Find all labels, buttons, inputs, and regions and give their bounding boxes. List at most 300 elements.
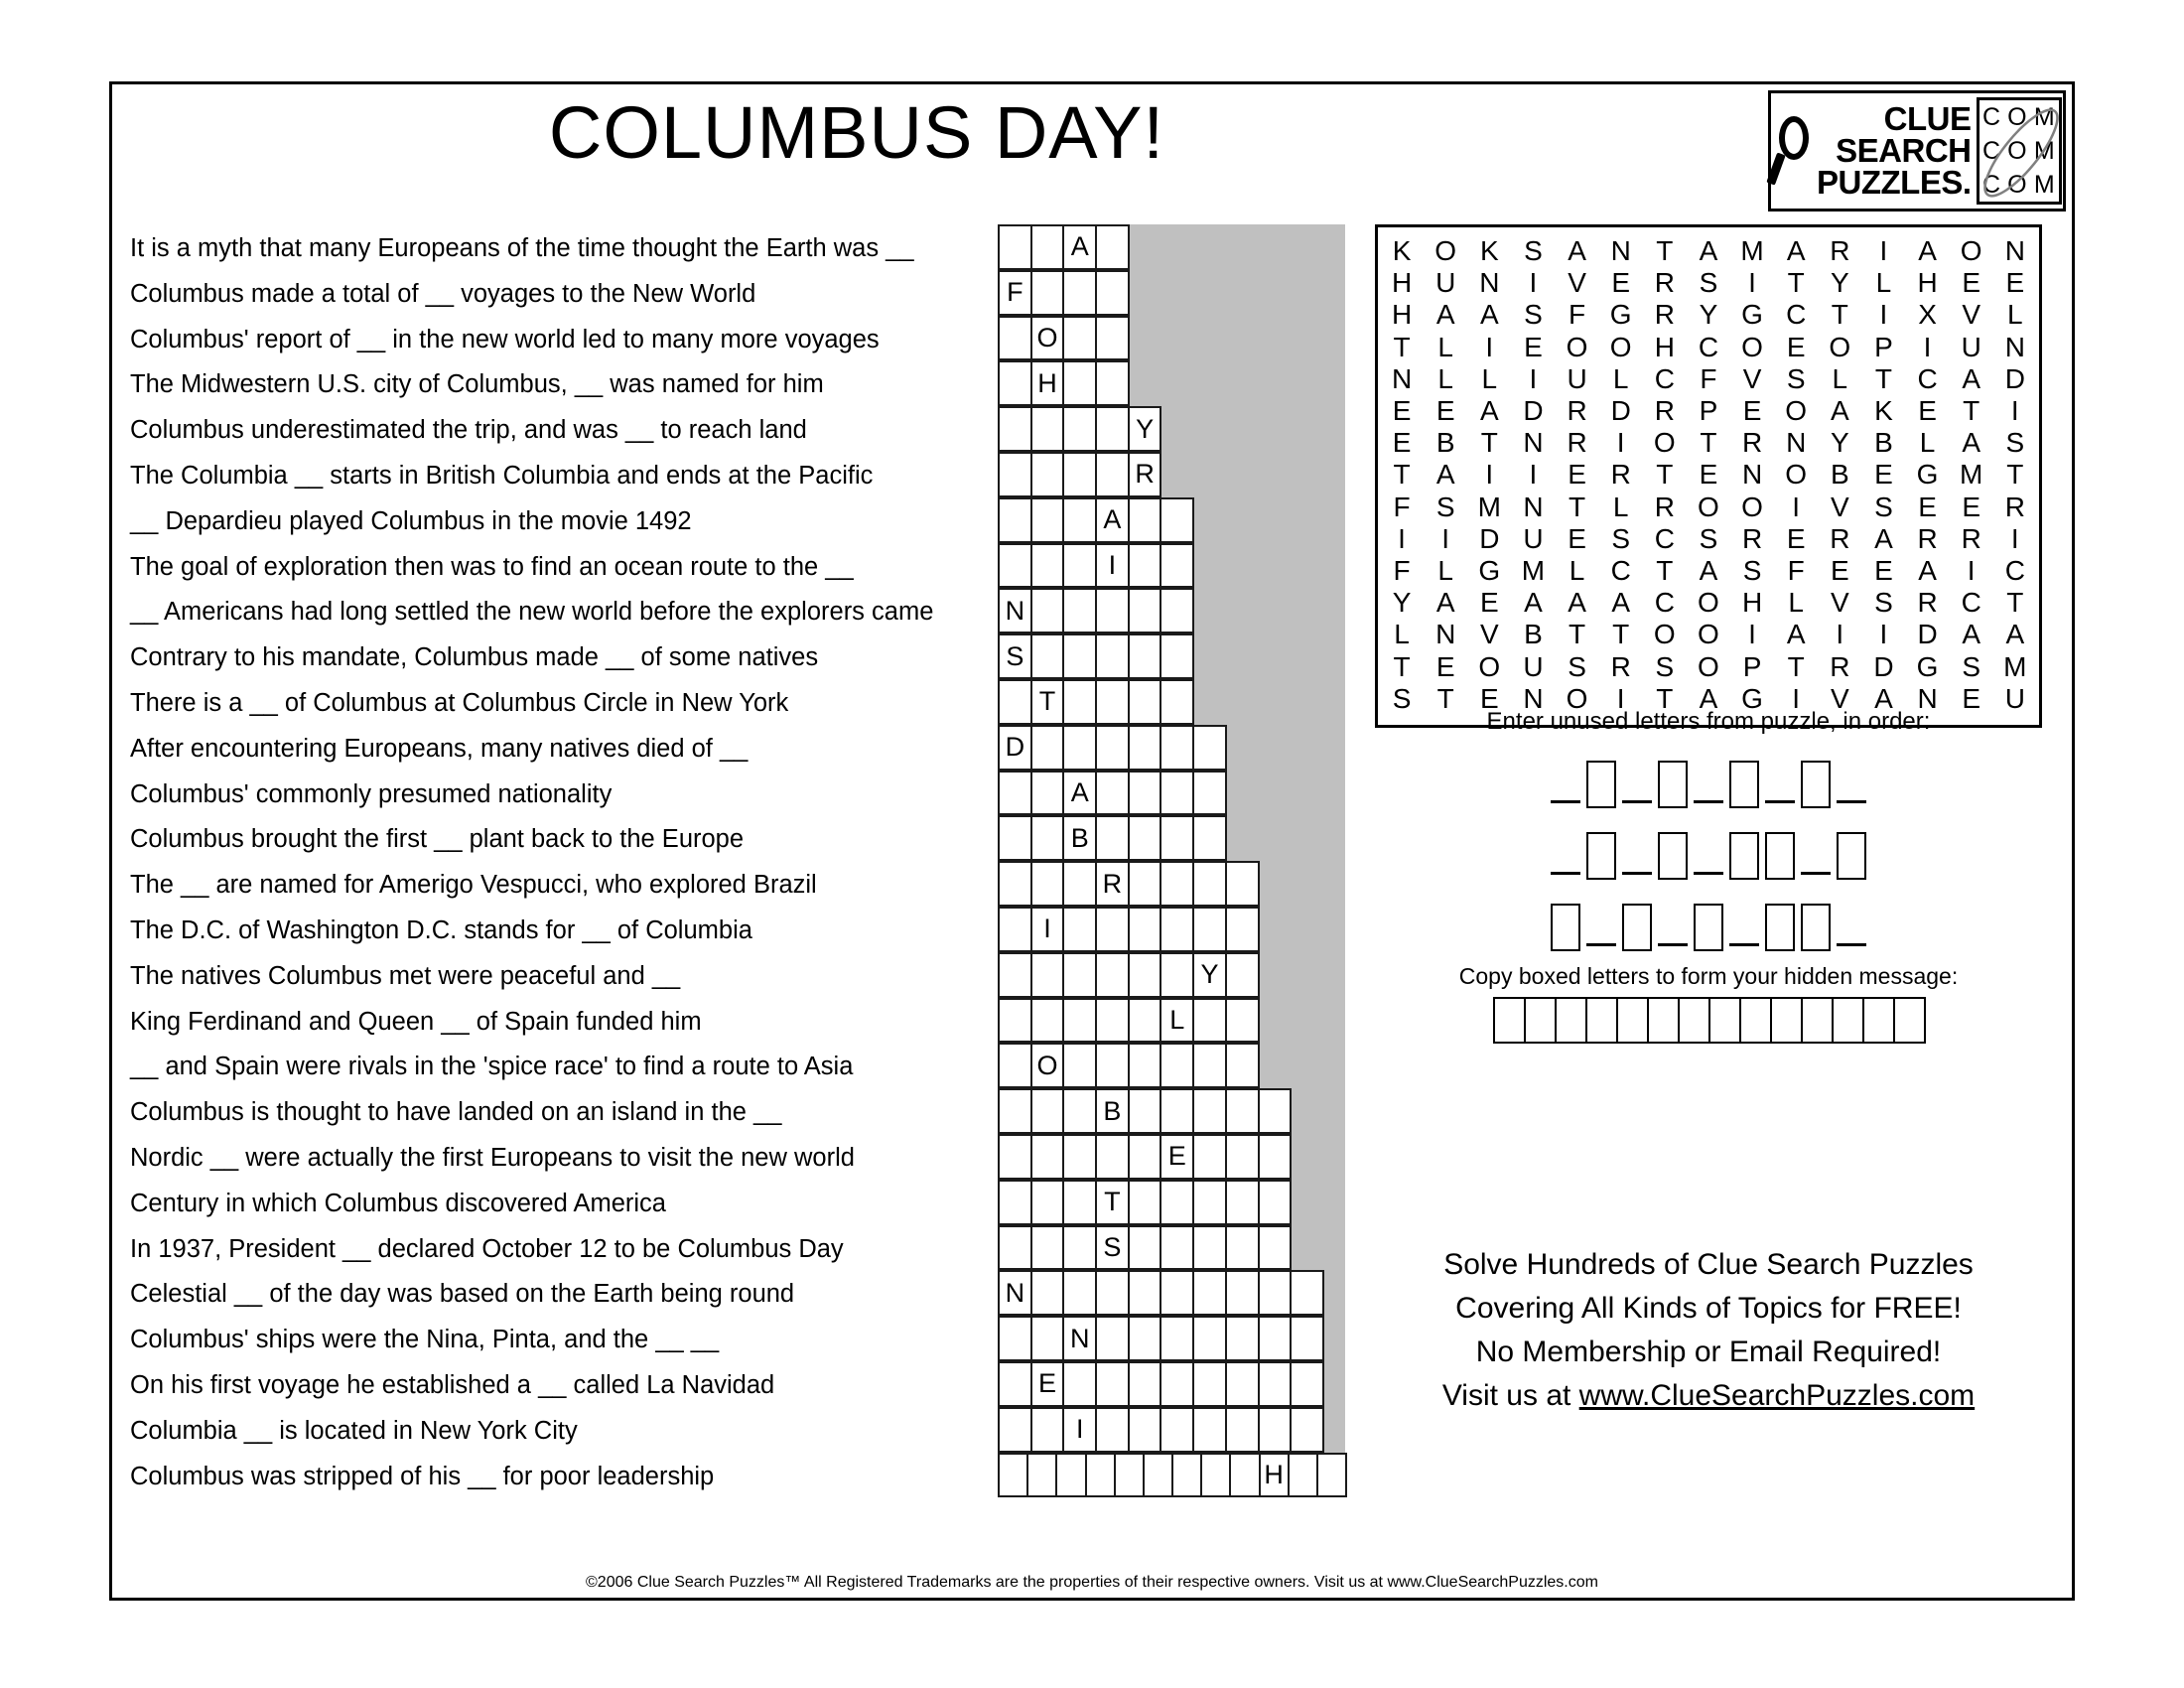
answer-cell[interactable]	[1258, 1270, 1293, 1316]
answer-cell[interactable]	[998, 224, 1032, 270]
answer-cell[interactable]	[1225, 1134, 1260, 1180]
word-search-letter[interactable]: Y	[1392, 587, 1412, 619]
answer-cell[interactable]	[998, 316, 1032, 361]
answer-cell[interactable]	[1160, 1270, 1194, 1316]
answer-cell[interactable]	[1225, 1407, 1260, 1453]
answer-cell[interactable]	[1192, 907, 1227, 952]
answer-cell[interactable]	[1095, 952, 1130, 998]
answer-cell[interactable]	[1030, 861, 1065, 907]
word-search-letter[interactable]: A	[1699, 235, 1718, 266]
unused-letter-dash[interactable]	[1622, 800, 1652, 803]
answer-cell[interactable]	[1192, 1180, 1227, 1225]
word-search-letter[interactable]: R	[1830, 522, 1850, 554]
word-search-letter[interactable]: A	[1524, 587, 1543, 619]
answer-cell[interactable]	[998, 406, 1032, 452]
answer-cell[interactable]	[1030, 1180, 1065, 1225]
word-search-letter[interactable]: R	[1917, 587, 1938, 619]
unused-letter-box[interactable]	[1837, 832, 1866, 880]
word-search-letter[interactable]: A	[1699, 555, 1718, 587]
answer-cell[interactable]	[1062, 1088, 1097, 1134]
word-search-letter[interactable]: S	[1568, 650, 1586, 682]
word-search-letter[interactable]: E	[1611, 267, 1631, 299]
answer-cell[interactable]	[998, 1043, 1032, 1088]
word-search-letter[interactable]: I	[1529, 267, 1538, 299]
word-search-letter[interactable]: O	[1566, 682, 1588, 714]
word-search-letter[interactable]: T	[1700, 427, 1717, 459]
word-search-letter[interactable]: L	[1875, 267, 1892, 299]
answer-cell[interactable]	[998, 815, 1032, 861]
answer-cell[interactable]	[1160, 1043, 1194, 1088]
answer-cell[interactable]	[1192, 1043, 1227, 1088]
word-search-letter[interactable]: E	[1874, 459, 1893, 491]
answer-cell-filled[interactable]: H	[1030, 360, 1065, 406]
answer-cell[interactable]	[1143, 1453, 1173, 1498]
hidden-message-box[interactable]	[1893, 997, 1926, 1044]
word-search-letter[interactable]: C	[1654, 522, 1675, 554]
answer-cell[interactable]	[1062, 1134, 1097, 1180]
word-search-letter[interactable]: E	[1699, 459, 1718, 491]
word-search-letter[interactable]: E	[1524, 331, 1543, 362]
answer-cell[interactable]	[1062, 1180, 1097, 1225]
answer-cell-filled[interactable]: O	[1030, 1043, 1065, 1088]
word-search-letter[interactable]: E	[1392, 427, 1412, 459]
answer-cell[interactable]	[1160, 1361, 1194, 1407]
word-search-letter[interactable]: R	[1741, 427, 1763, 459]
word-search-letter[interactable]: O	[1829, 331, 1851, 362]
answer-cell[interactable]	[998, 1453, 1028, 1498]
word-search-letter[interactable]: A	[1479, 395, 1499, 427]
word-search-letter[interactable]: E	[1962, 682, 1981, 714]
word-search-letter[interactable]: A	[1611, 587, 1631, 619]
word-search-letter[interactable]: L	[2007, 299, 2023, 331]
answer-cell[interactable]	[1192, 1225, 1227, 1271]
word-search-letter[interactable]: A	[1830, 395, 1849, 427]
answer-cell[interactable]	[1258, 1180, 1293, 1225]
hidden-message-box[interactable]	[1862, 997, 1895, 1044]
word-search-letter[interactable]: R	[1654, 491, 1675, 522]
word-search-letter[interactable]: O	[1741, 331, 1763, 362]
answer-cell[interactable]	[1128, 771, 1162, 816]
answer-cell[interactable]	[1030, 1270, 1065, 1316]
word-search-letter[interactable]: L	[1612, 362, 1629, 394]
answer-cell-filled[interactable]: O	[1030, 316, 1065, 361]
word-search-letter[interactable]: L	[1394, 619, 1410, 650]
answer-cell[interactable]	[998, 1088, 1032, 1134]
answer-cell[interactable]	[1316, 1453, 1347, 1498]
unused-letter-box[interactable]	[1586, 832, 1616, 880]
hidden-message-box[interactable]	[1739, 997, 1772, 1044]
word-search-letter[interactable]: V	[1830, 682, 1849, 714]
word-search-letter[interactable]: D	[1873, 650, 1894, 682]
word-search-letter[interactable]: O	[1785, 459, 1808, 491]
answer-cell[interactable]	[1171, 1453, 1202, 1498]
word-search-letter[interactable]: E	[1962, 491, 1981, 522]
answer-cell[interactable]	[1128, 1225, 1162, 1271]
answer-cell[interactable]	[1128, 1088, 1162, 1134]
word-search-grid[interactable]	[1375, 224, 2042, 728]
word-search-letter[interactable]: I	[1398, 522, 1406, 554]
answer-cell[interactable]	[1128, 1043, 1162, 1088]
unused-letter-box[interactable]	[1622, 904, 1652, 951]
answer-cell[interactable]	[1114, 1453, 1145, 1498]
unused-letter-box[interactable]	[1658, 832, 1688, 880]
word-search-letter[interactable]: A	[1568, 235, 1586, 266]
word-search-letter[interactable]: E	[1435, 650, 1455, 682]
answer-cell[interactable]	[1062, 679, 1097, 725]
hidden-message-box[interactable]	[1555, 997, 1587, 1044]
word-search-letter[interactable]: H	[1741, 587, 1763, 619]
word-search-letter[interactable]: N	[1610, 235, 1631, 266]
word-search-letter[interactable]: S	[1392, 682, 1412, 714]
unused-letter-dash[interactable]	[1551, 800, 1580, 803]
word-search-letter[interactable]: R	[1961, 522, 1981, 554]
answer-cell[interactable]	[1030, 998, 1065, 1044]
word-search-letter[interactable]: L	[1919, 427, 1936, 459]
answer-cell[interactable]	[1290, 1407, 1324, 1453]
answer-cell[interactable]	[1128, 998, 1162, 1044]
answer-cell[interactable]	[1030, 1134, 1065, 1180]
answer-cell[interactable]	[998, 360, 1032, 406]
word-search-letter[interactable]: D	[1610, 395, 1631, 427]
answer-cell[interactable]	[1062, 316, 1097, 361]
answer-cell[interactable]	[1160, 1316, 1194, 1361]
word-search-letter[interactable]: N	[1741, 459, 1763, 491]
word-search-letter[interactable]: C	[1654, 362, 1675, 394]
word-search-letter[interactable]: O	[1698, 491, 1719, 522]
answer-cell[interactable]	[1095, 771, 1130, 816]
word-search-letter[interactable]: S	[1699, 267, 1718, 299]
word-search-letter[interactable]: C	[1961, 587, 1981, 619]
word-search-letter[interactable]: R	[1917, 522, 1938, 554]
word-search-letter[interactable]: R	[1610, 650, 1631, 682]
word-search-letter[interactable]: S	[1524, 299, 1543, 331]
answer-cell[interactable]	[1095, 1043, 1130, 1088]
unused-letter-dash[interactable]	[1837, 943, 1866, 946]
word-search-letter[interactable]: R	[1567, 395, 1587, 427]
word-search-letter[interactable]: A	[1435, 459, 1455, 491]
word-search-letter[interactable]: N	[1391, 362, 1413, 394]
answer-cell-filled[interactable]: Y	[1128, 406, 1162, 452]
word-search-letter[interactable]: T	[1436, 682, 1454, 714]
word-search-letter[interactable]: A	[1874, 522, 1893, 554]
answer-cell[interactable]	[1225, 998, 1260, 1044]
answer-cell-filled[interactable]: D	[998, 725, 1032, 771]
answer-cell[interactable]	[1200, 1453, 1231, 1498]
word-search-letter[interactable]: V	[1568, 267, 1586, 299]
word-search-letter[interactable]: I	[1967, 555, 1976, 587]
word-search-letter[interactable]: T	[1656, 555, 1674, 587]
word-search-letter[interactable]: I	[1529, 362, 1538, 394]
word-search-letter[interactable]: I	[1529, 459, 1538, 491]
word-search-letter[interactable]: T	[1656, 459, 1674, 491]
answer-cell[interactable]	[1128, 1361, 1162, 1407]
answer-cell-filled[interactable]: F	[998, 270, 1032, 316]
word-search-letter[interactable]: T	[1656, 682, 1674, 714]
answer-cell[interactable]	[1030, 1225, 1065, 1271]
word-search-letter[interactable]: C	[1698, 331, 1719, 362]
answer-cell-filled[interactable]: N	[1062, 1316, 1097, 1361]
answer-cell[interactable]	[1225, 952, 1260, 998]
word-search-letter[interactable]: K	[1392, 235, 1412, 266]
word-search-letter[interactable]: N	[1917, 682, 1938, 714]
answer-cell[interactable]	[1030, 1316, 1065, 1361]
answer-cell[interactable]	[1160, 497, 1194, 543]
answer-cell[interactable]	[998, 1316, 1032, 1361]
unused-letters-blanks[interactable]	[1375, 743, 2042, 951]
word-search-letter[interactable]: I	[1485, 331, 1494, 362]
answer-cell-filled[interactable]: R	[1095, 861, 1130, 907]
answer-cell[interactable]	[1095, 725, 1130, 771]
word-search-letter[interactable]: L	[1612, 491, 1629, 522]
answer-cell[interactable]	[1290, 1316, 1324, 1361]
word-search-letter[interactable]: M	[1477, 491, 1501, 522]
word-search-letter[interactable]: H	[1391, 267, 1413, 299]
word-search-letter[interactable]: L	[1832, 362, 1848, 394]
unused-letter-dash[interactable]	[1729, 943, 1759, 946]
word-search-letter[interactable]: I	[1616, 682, 1625, 714]
hidden-message-box[interactable]	[1493, 997, 1526, 1044]
word-search-letter[interactable]: U	[1961, 331, 1981, 362]
answer-cell[interactable]	[1095, 1270, 1130, 1316]
answer-cell[interactable]	[1030, 1088, 1065, 1134]
answer-cell[interactable]	[1192, 861, 1227, 907]
answer-cell[interactable]	[998, 497, 1032, 543]
answer-cell-filled[interactable]: I	[1062, 1407, 1097, 1453]
answer-cell[interactable]	[1160, 907, 1194, 952]
word-search-letter[interactable]: O	[1698, 650, 1719, 682]
word-search-letter[interactable]: F	[1787, 555, 1805, 587]
word-search-letter[interactable]: T	[1787, 650, 1805, 682]
answer-cell-filled[interactable]: I	[1095, 543, 1130, 589]
word-search-letter[interactable]: N	[2004, 331, 2025, 362]
answer-cell[interactable]	[1160, 725, 1194, 771]
answer-cell-filled[interactable]: S	[1095, 1225, 1130, 1271]
answer-cell[interactable]	[998, 907, 1032, 952]
answer-cell[interactable]	[1128, 907, 1162, 952]
answer-cell[interactable]	[1128, 543, 1162, 589]
word-search-letter[interactable]: T	[1831, 299, 1848, 331]
answer-cell[interactable]	[998, 452, 1032, 497]
answer-cell[interactable]	[1095, 452, 1130, 497]
answer-cell[interactable]	[998, 952, 1032, 998]
answer-cell[interactable]	[1062, 998, 1097, 1044]
answer-cell[interactable]	[1160, 588, 1194, 633]
answer-cell[interactable]	[1160, 1407, 1194, 1453]
unused-letter-dash[interactable]	[1694, 800, 1723, 803]
word-search-letter[interactable]: O	[1566, 331, 1588, 362]
word-search-letter[interactable]: I	[1792, 682, 1801, 714]
word-search-letter[interactable]: R	[1654, 395, 1675, 427]
answer-cell[interactable]	[1258, 1407, 1293, 1453]
answer-cell[interactable]	[1128, 1270, 1162, 1316]
unused-letter-box[interactable]	[1765, 904, 1795, 951]
answer-cell[interactable]	[1160, 543, 1194, 589]
word-search-letter[interactable]: E	[1479, 587, 1499, 619]
answer-cell[interactable]	[1225, 1088, 1260, 1134]
unused-letter-dash[interactable]	[1586, 943, 1616, 946]
clue-search-puzzles-logo[interactable]	[1768, 90, 2066, 211]
answer-cell[interactable]	[998, 771, 1032, 816]
answer-cell[interactable]	[1128, 633, 1162, 679]
word-search-letter[interactable]: N	[1523, 682, 1544, 714]
answer-cell-filled[interactable]: B	[1062, 815, 1097, 861]
word-search-letter[interactable]: L	[1437, 555, 1453, 587]
word-search-letter[interactable]: A	[1699, 682, 1718, 714]
word-search-letter[interactable]: P	[1699, 395, 1718, 427]
word-search-letter[interactable]: O	[1960, 235, 1982, 266]
word-search-letter[interactable]: V	[1479, 619, 1499, 650]
answer-cell[interactable]	[1062, 1270, 1097, 1316]
word-search-letter[interactable]: I	[1441, 522, 1450, 554]
word-search-letter[interactable]: E	[1568, 522, 1586, 554]
answer-cell[interactable]	[1030, 588, 1065, 633]
word-search-letter[interactable]: R	[2004, 491, 2025, 522]
answer-cell-filled[interactable]: E	[1160, 1134, 1194, 1180]
answer-cell[interactable]	[1160, 1225, 1194, 1271]
answer-cell[interactable]	[1095, 406, 1130, 452]
answer-cell[interactable]	[1192, 998, 1227, 1044]
word-search-letter[interactable]: O	[1609, 331, 1632, 362]
word-search-letter[interactable]: O	[1478, 650, 1501, 682]
word-search-letter[interactable]: D	[1523, 395, 1544, 427]
word-search-letter[interactable]: I	[1748, 267, 1756, 299]
unused-letter-box[interactable]	[1586, 761, 1616, 808]
answer-cell[interactable]	[1128, 588, 1162, 633]
answer-cell[interactable]	[1225, 907, 1260, 952]
answer-cell[interactable]	[1030, 497, 1065, 543]
word-search-letter[interactable]: S	[1786, 362, 1806, 394]
word-search-letter[interactable]: I	[1792, 491, 1801, 522]
answer-cell[interactable]	[1030, 543, 1065, 589]
word-search-letter[interactable]: Y	[1699, 299, 1718, 331]
word-search-letter[interactable]: T	[1393, 331, 1411, 362]
unused-letter-box[interactable]	[1765, 832, 1795, 880]
unused-letter-dash[interactable]	[1837, 800, 1866, 803]
word-search-letter[interactable]: L	[1788, 587, 1804, 619]
answer-cell[interactable]	[1258, 1316, 1293, 1361]
answer-cell-filled[interactable]: L	[1160, 998, 1194, 1044]
word-search-letter[interactable]: A	[1786, 235, 1806, 266]
word-search-letter[interactable]: R	[1654, 267, 1675, 299]
answer-cell[interactable]	[1160, 1180, 1194, 1225]
answer-cell[interactable]	[998, 543, 1032, 589]
answer-cell[interactable]	[1062, 1043, 1097, 1088]
answer-cell[interactable]	[1290, 1361, 1324, 1407]
word-search-letter[interactable]: E	[1830, 555, 1849, 587]
hidden-message-boxes[interactable]	[1375, 997, 2042, 1044]
answer-cell[interactable]	[1085, 1453, 1116, 1498]
answer-cell[interactable]	[1030, 452, 1065, 497]
word-search-letter[interactable]: T	[1480, 427, 1498, 459]
word-search-letter[interactable]: C	[1917, 362, 1938, 394]
answer-cell[interactable]	[1062, 952, 1097, 998]
hidden-message-box[interactable]	[1801, 997, 1834, 1044]
word-search-letter[interactable]: A	[1435, 587, 1455, 619]
unused-letter-box[interactable]	[1729, 761, 1759, 808]
word-search-letter[interactable]: E	[1918, 491, 1937, 522]
word-search-letter[interactable]: T	[1612, 619, 1630, 650]
word-search-letter[interactable]: I	[1879, 235, 1888, 266]
word-search-letter[interactable]: G	[1478, 555, 1501, 587]
word-search-letter[interactable]: E	[2005, 267, 2025, 299]
hidden-message-box[interactable]	[1647, 997, 1680, 1044]
answer-cell[interactable]	[1225, 861, 1260, 907]
word-search-letter[interactable]: E	[1786, 522, 1806, 554]
answer-cell[interactable]	[1258, 1361, 1293, 1407]
answer-cell-filled[interactable]: B	[1095, 1088, 1130, 1134]
word-search-letter[interactable]: M	[1740, 235, 1764, 266]
answer-cell-filled[interactable]: R	[1128, 452, 1162, 497]
word-search-letter[interactable]: D	[1917, 619, 1938, 650]
answer-cell[interactable]	[1062, 497, 1097, 543]
word-search-letter[interactable]: S	[1611, 522, 1631, 554]
answer-cell-filled[interactable]: S	[998, 633, 1032, 679]
answer-cell[interactable]	[1128, 1134, 1162, 1180]
word-search-letter[interactable]: I	[1616, 427, 1625, 459]
answer-cell[interactable]	[1128, 952, 1162, 998]
word-search-letter[interactable]: T	[1656, 235, 1674, 266]
word-search-letter[interactable]: N	[1523, 491, 1544, 522]
answer-cell[interactable]	[1128, 725, 1162, 771]
word-search-letter[interactable]: G	[1741, 682, 1763, 714]
answer-cell[interactable]	[1030, 406, 1065, 452]
word-search-letter[interactable]: A	[1435, 299, 1455, 331]
word-search-letter[interactable]: C	[1786, 299, 1807, 331]
answer-cell[interactable]	[1128, 1180, 1162, 1225]
word-search-letter[interactable]: G	[1609, 299, 1632, 331]
answer-cell-filled[interactable]: N	[998, 1270, 1032, 1316]
word-search-letter[interactable]: A	[1918, 555, 1937, 587]
word-search-letter[interactable]: T	[1569, 491, 1586, 522]
word-search-letter[interactable]: A	[1568, 587, 1586, 619]
word-search-letter[interactable]: T	[1787, 267, 1805, 299]
answer-cell[interactable]	[1192, 1134, 1227, 1180]
answer-cell[interactable]	[1258, 1088, 1293, 1134]
word-search-letter[interactable]: O	[1653, 427, 1676, 459]
answer-cell[interactable]	[1225, 1316, 1260, 1361]
answer-cell[interactable]	[1062, 406, 1097, 452]
word-search-letter[interactable]: G	[1916, 459, 1939, 491]
answer-cell[interactable]	[1128, 815, 1162, 861]
answer-cell[interactable]	[1192, 1361, 1227, 1407]
word-search-letter[interactable]: O	[1698, 587, 1719, 619]
answer-cell[interactable]	[998, 1180, 1032, 1225]
word-search-letter[interactable]: I	[2010, 395, 2019, 427]
answer-cell[interactable]	[1026, 1453, 1057, 1498]
word-search-letter[interactable]: O	[1785, 395, 1808, 427]
word-search-letter[interactable]: C	[2004, 555, 2025, 587]
answer-cell[interactable]	[998, 861, 1032, 907]
answer-cell[interactable]	[998, 1134, 1032, 1180]
answer-cell[interactable]	[1160, 633, 1194, 679]
word-search-letter[interactable]: D	[2004, 362, 2025, 394]
answer-cell-filled[interactable]: N	[998, 588, 1032, 633]
answer-cell-filled[interactable]: H	[1259, 1453, 1290, 1498]
word-search-letter[interactable]: N	[1523, 427, 1544, 459]
answer-cell[interactable]	[1258, 1225, 1293, 1271]
word-search-letter[interactable]: B	[1830, 459, 1849, 491]
word-search-letter[interactable]: F	[1393, 555, 1411, 587]
word-search-letter[interactable]: K	[1479, 235, 1499, 266]
word-search-letter[interactable]: S	[1699, 522, 1718, 554]
word-search-letter[interactable]: L	[1437, 362, 1453, 394]
answer-cell[interactable]	[1095, 1361, 1130, 1407]
word-search-letter[interactable]: O	[1698, 619, 1719, 650]
answer-cell[interactable]	[1095, 679, 1130, 725]
answer-cell[interactable]	[1062, 633, 1097, 679]
word-search-letter[interactable]: B	[1524, 619, 1543, 650]
word-search-letter[interactable]: S	[2005, 427, 2025, 459]
